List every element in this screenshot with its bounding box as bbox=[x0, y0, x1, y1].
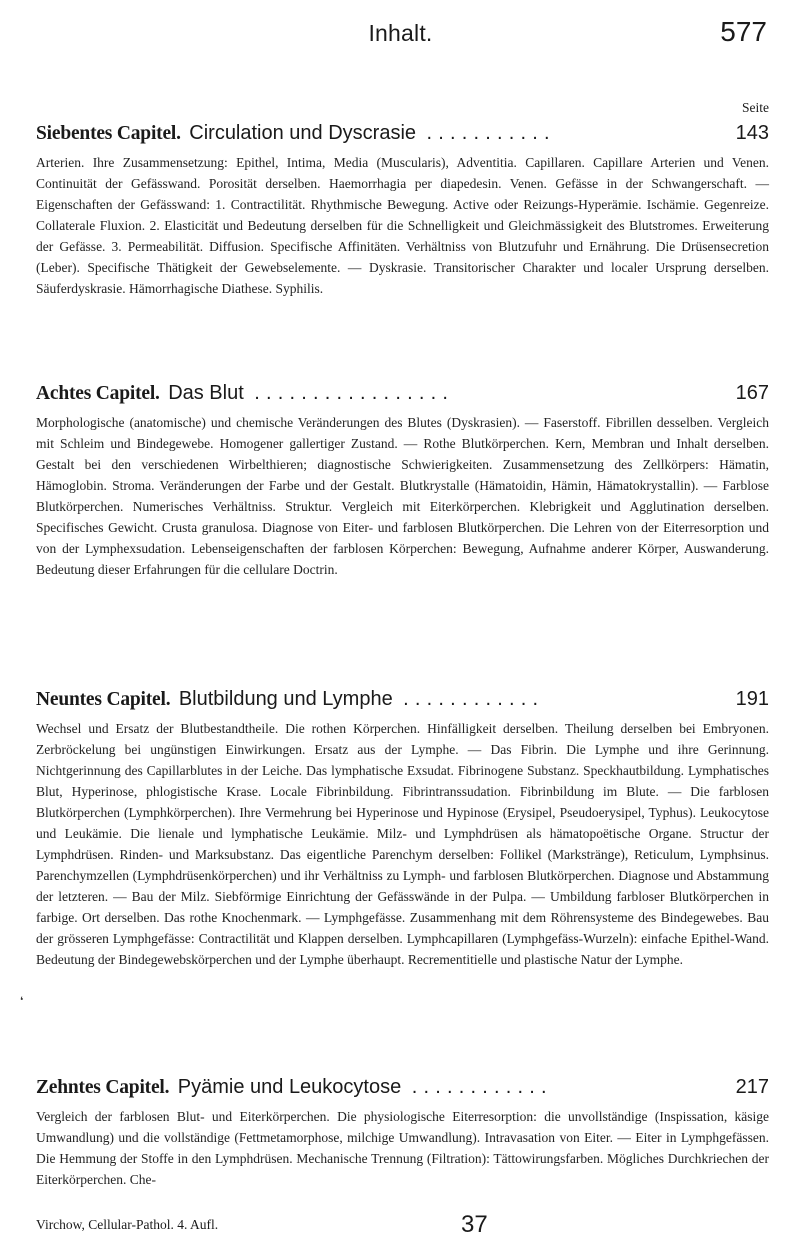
chapter-heading bbox=[36, 688, 769, 718]
dot-leader: ................. bbox=[254, 382, 455, 404]
page-footer bbox=[36, 1211, 769, 1241]
margin-mark: ❛ bbox=[20, 996, 24, 1007]
chapter-title: Pyämie und Leukocytose bbox=[177, 1076, 402, 1098]
chapter-heading bbox=[36, 382, 769, 412]
chapter-title: Blutbildung und Lymphe bbox=[178, 688, 393, 710]
running-header bbox=[0, 16, 801, 56]
chapter-page-number: 217 bbox=[732, 1076, 769, 1099]
page-column-label: Seite bbox=[742, 100, 769, 115]
chapter-summary: Wechsel und Ersatz der Blutbestandtheile. Die rothen Körperchen. Hinfälligkeit derselben. Theilung derselben bei Embryonen. Zerbröckelung bei ungünstigen Einwirkungen. Ersatz aus der Lymphe. — Das Fibrin. Die Lymphe und ihre Gerinnung. Nichtgerinnung des Capillarblutes in der Leiche. Das lymphatische Exsudat. Fibrinogene Substanz. Speckhautbildung. Lymphatisches Blut, Hyperinose, phlogistische Krase. Locale Fibrinbildung. Fibrintranssudation. Fibrinbildung im Blute. — Die farblosen Blutkörperchen (Lymphkörperchen). Ihre Vermehrung bei Hyperinose und Hypinose (Erysipel, Pseudoerysipel, Typhus). Leukocytose und Leukämie. Die lienale und lymphatische Leukämie. Milz- und Lymphdrüsen als hämatopoëtische Organe. Structur der Lymphdrüsen. Rinden- und Marksubstanz. Das eigentliche Parenchym derselben: Follikel (Markstränge), Reticulum, Lymphsinus. Parenchymzellen (Lymphdrüsenkörperchen) und ihr Verhältniss zu Lymph- und farblosen Blutkörperchen. Diagnose und Abstammung der letzteren. — Bau der Milz. Siebförmige Einrichtung der Gefässwände in der Pulpa. — Umbildung farbloser Blutkörperchen in farbige. Ort derselben. Das rothe Knochenmark. — Lymphgefässe. Zusammenhang mit dem Röhrensysteme des Bindegewebes. Bau der grösseren Lymphgefässe: Contractilität und Klappen derselben. Lymphcapillaren (Lymphgefäss-Wurzeln): einfache Epithel-Wand. Bedeutung der Bindegewebskörperchen und der Lymphe überhaupt. Recrementitielle und plastische Natur der Lymphe. bbox=[36, 721, 769, 967]
chapter-entry-9 bbox=[36, 688, 769, 970]
signature-mark: 37 bbox=[461, 1211, 488, 1238]
chapter-title: Das Blut bbox=[168, 382, 244, 404]
chapter-heading bbox=[36, 122, 769, 152]
page-number: 577 bbox=[720, 16, 767, 47]
dot-leader: ............ bbox=[411, 1076, 553, 1098]
dot-leader: ............ bbox=[403, 688, 545, 710]
chapter-entry-7 bbox=[36, 122, 769, 299]
chapter-summary: Morphologische (anatomische) und chemische Veränderungen des Blutes (Dyskrasien). — Faserstoff. Fibrillen desselben. Vergleich mit Schleim und Bindegewebe. Homogener gallertiger Zustand. — Rothe Blutkörperchen. Kern, Membran und Inhalt derselben. Gestalt bei den verschiedenen Wirbelthieren; diagnostische Schwierigkeiten. Zusammensetzung des Zellkörpers: Hämatin, Hämoglobin. Stroma. Veränderungen der Farbe und der Gestalt. Blutkrystalle (Hämatoidin, Hämin, Hämatokrystallin). — Farblose Blutkörperchen. Numerisches Verhältniss. Struktur. Vergleich mit Eiterkörperchen. Klebrigkeit und Agglutination derselben. Specifisches Gewicht. Crusta granulosa. Diagnose von Eiter- und farblosen Blutkörperchen. Die Lehren von der Eiterresorption und von der Lymphexsudation. Lebenseigenschaften der farblosen Körperchen: Bewegung, Aufnahme anderer Körper, Auswanderung. Bedeutung dieser Erfahrungen für die cellulare Doctrin. bbox=[36, 415, 769, 577]
chapter-number: Zehntes Capitel. bbox=[36, 1077, 170, 1098]
chapter-number: Neuntes Capitel. bbox=[36, 689, 171, 710]
chapter-heading bbox=[36, 1076, 769, 1106]
chapter-entry-10 bbox=[36, 1076, 769, 1190]
chapter-page-number: 167 bbox=[732, 382, 769, 405]
chapter-summary: Vergleich der farblosen Blut- und Eiterkörperchen. Die physiologische Eiterresorption: die unvollständige (Inspissation, käsige Umwandlung) und die vollständige (Fettmetamorphose, milchige Umwandlung). Intravasation von Eiter. — Eiter in Lymphgefässen. Die Hemmung der Stoffe in den Lymphdrüsen. Mechanische Trennung (Filtration): Tättowirungsfarben. Mögliches Durchkriechen der Eiterkörperchen. Che- bbox=[36, 1109, 769, 1187]
dot-leader: ........... bbox=[426, 122, 556, 144]
chapter-summary: Arterien. Ihre Zusammensetzung: Epithel, Intima, Media (Muscularis), Adventitia. Capillaren. Capillare Arterien und Venen. Continuität der Gefässwand. Porosität derselben. Haemorrhagia per diapedesin. Venen. Gefässe in der Schwangerschaft. — Eigenschaften der Gefässwand: 1. Contractilität. Rhythmische Bewegung. Active oder Reizungs-Hyperämie. Ischämie. Gegenreize. Collaterale Fluxion. 2. Elasticität und Bedeutung derselben für die Schnelligkeit und Gleichmässigkeit des Blutstromes. Erweiterung der Gefässe. 3. Permeabilität. Diffusion. Specifische Affinitäten. Verhältniss von Blutzufuhr und Ernährung. Die Drüsensecretion (Leber). Specifische Thätigkeit der Gewebselemente. — Dyskrasie. Transitorischer Charakter und localer Ursprung derselben. Säuferdyskrasie. Hämorrhagische Diathese. Syphilis. bbox=[36, 155, 769, 296]
chapter-number: Siebentes Capitel. bbox=[36, 123, 181, 144]
chapter-page-number: 191 bbox=[732, 688, 769, 711]
page-title: Inhalt. bbox=[368, 20, 433, 46]
chapter-number: Achtes Capitel. bbox=[36, 383, 160, 404]
chapter-title: Circulation und Dyscrasie bbox=[189, 122, 417, 144]
chapter-entry-8 bbox=[36, 382, 769, 580]
chapter-page-number: 143 bbox=[732, 122, 769, 145]
source-reference: Virchow, Cellular-Pathol. 4. Aufl. bbox=[36, 1217, 219, 1232]
